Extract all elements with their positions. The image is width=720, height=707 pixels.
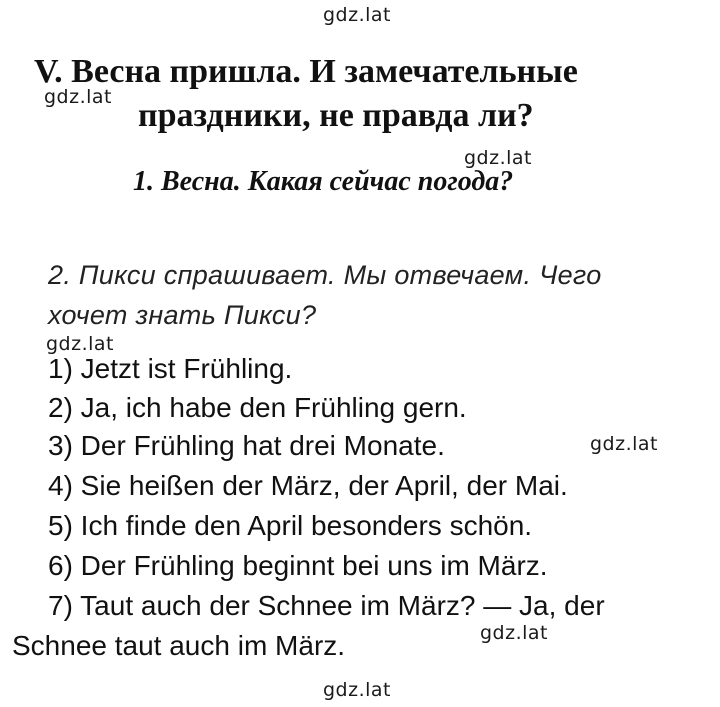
task-text-line-1: 2. Пикси спрашивает. Мы отвечаем. Чего bbox=[48, 260, 602, 290]
answer-line: 3) Der Frühling hat drei Monate. bbox=[48, 430, 445, 461]
answer-line: Schnee taut auch im März. bbox=[12, 630, 346, 661]
watermark: gdz.lat bbox=[44, 86, 113, 108]
watermark: gdz.lat bbox=[323, 4, 392, 26]
answer-line: 1) Jetzt ist Frühling. bbox=[48, 353, 293, 384]
answer-line: 4) Sie heißen der März, der April, der Mai. bbox=[48, 470, 568, 501]
section-title: 1. Весна. Какая сейчас погода? bbox=[133, 166, 514, 197]
answer-line: 7) Taut auch der Schnee im März? — Ja, der bbox=[48, 590, 605, 621]
answer-line: 2) Ja, ich habe den Frühling gern. bbox=[48, 392, 467, 423]
answer-line: 5) Ich finde den April besonders schön. bbox=[48, 510, 533, 541]
watermark: gdz.lat bbox=[464, 147, 533, 169]
watermark: gdz.lat bbox=[480, 622, 549, 644]
watermark: gdz.lat bbox=[46, 333, 115, 355]
task-text-line-2: хочет знать Пикси? bbox=[48, 300, 317, 330]
answer-line: 6) Der Frühling beginnt bei uns im März. bbox=[48, 550, 548, 581]
chapter-title-line-1: V. Весна пришла. И замечательные bbox=[34, 53, 578, 90]
chapter-title-line-2: праздники, не правда ли? bbox=[138, 97, 534, 134]
watermark: gdz.lat bbox=[590, 433, 659, 455]
watermark: gdz.lat bbox=[323, 679, 392, 701]
